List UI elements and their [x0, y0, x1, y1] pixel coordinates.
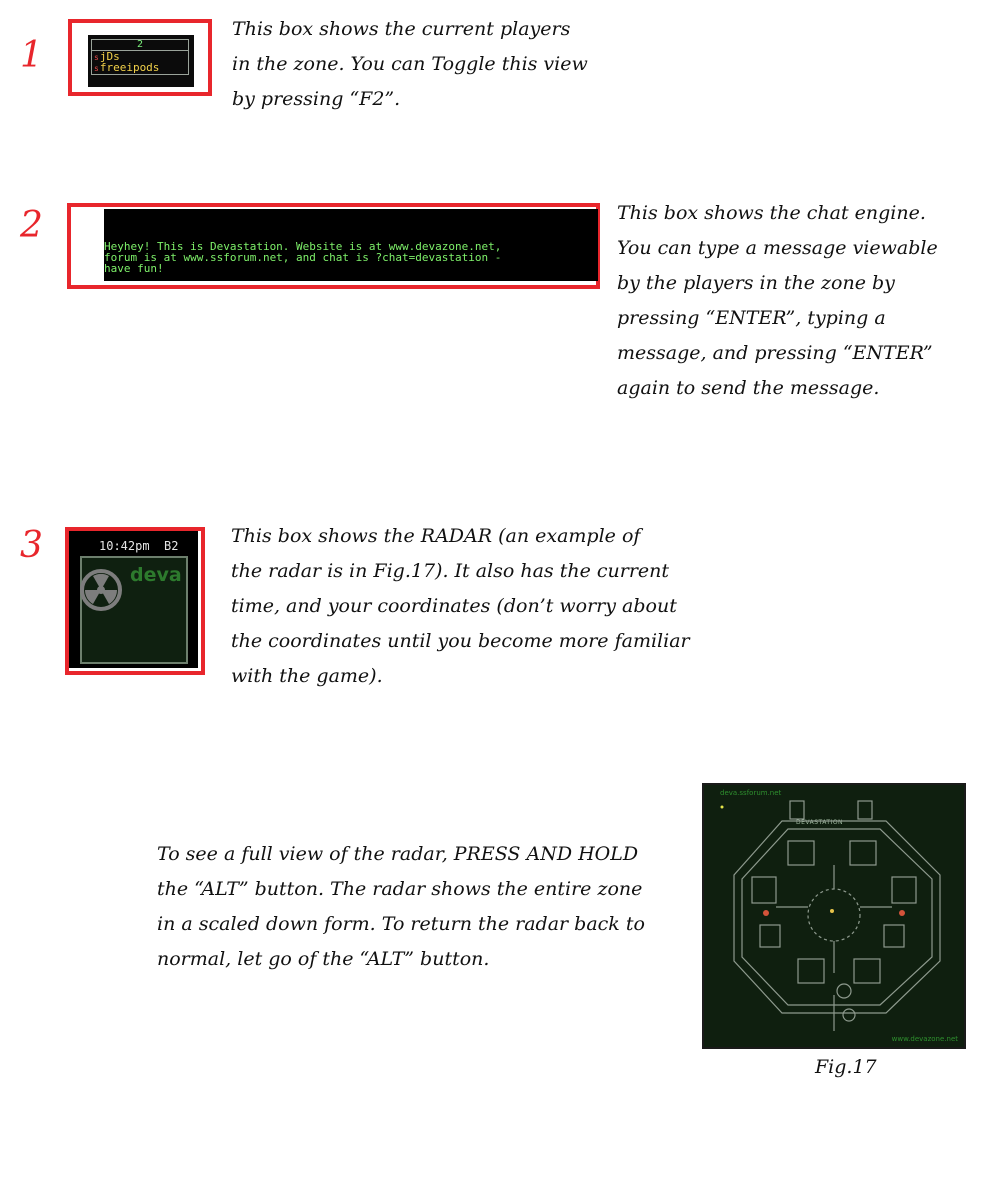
text-line: by the players in the zone by: [617, 272, 895, 294]
text-line: normal, let go of the “ALT” button.: [157, 948, 490, 970]
map-title: deva.ssforum.net: [720, 789, 782, 797]
text-line: To see a full view of the radar, PRESS AND HOLD: [157, 843, 639, 865]
text-line: This box shows the RADAR (an example of: [231, 525, 641, 547]
text-line: This box shows the current players: [232, 18, 571, 40]
player-name: jDs: [99, 50, 120, 63]
chat-panel: [104, 209, 598, 281]
player-name: freeipods: [99, 61, 160, 74]
step-number-2: 2: [20, 205, 43, 246]
text-line: by pressing “F2”.: [232, 88, 401, 110]
text-line: the radar is in Fig.17). It also has the current: [231, 560, 670, 582]
coordinates: B2: [164, 539, 179, 553]
text-line: in the zone. You can Toggle this view: [232, 53, 588, 75]
chat-message: Heyhey! This is Devastation. Website is at www.devazone.net, forum is at www.ssforum.net, and chat is ?chat=devastation - have fun!: [104, 240, 502, 275]
players-frame: [91, 39, 189, 75]
full-radar-map: [702, 783, 966, 1049]
map-zone-label: DEVASTATION: [796, 819, 844, 826]
players-panel: [88, 35, 194, 87]
text-line: message, and pressing “ENTER”: [617, 342, 933, 364]
map-layout-graphic: [704, 785, 964, 1047]
text-line: the “ALT” button. The radar shows the entire zone: [157, 878, 643, 900]
section3-text: [231, 519, 690, 694]
text-line: pressing “ENTER”, typing a: [617, 307, 886, 329]
step-number-1: 1: [20, 35, 43, 76]
map-footer-url: www.devazone.net: [891, 1035, 958, 1043]
radar-panel: [69, 531, 198, 668]
clock-time: 10:42pm: [99, 539, 150, 553]
text-line: in a scaled down form. To return the radar back to: [157, 913, 645, 935]
figure-caption: Fig.17: [815, 1056, 877, 1078]
radiation-icon: [79, 568, 123, 612]
section1-text: [232, 12, 588, 117]
text-line: time, and your coordinates (don’t worry about: [231, 595, 677, 617]
section4-text: [157, 837, 645, 977]
text-line: the coordinates until you become more familiar: [231, 630, 690, 652]
text-line: with the game).: [231, 665, 383, 687]
section2-text: [617, 196, 938, 406]
text-line: This box shows the chat engine.: [617, 202, 926, 224]
zone-name-text: deva: [130, 564, 182, 586]
radar-time-coords: [99, 540, 178, 552]
chat-highlight-box: [67, 203, 600, 289]
text-line: again to send the message.: [617, 377, 880, 399]
player-status-icon: s: [94, 53, 99, 62]
player-row: [94, 62, 159, 75]
players-highlight-box: [68, 19, 212, 96]
step-number-3: 3: [20, 525, 43, 566]
radar-highlight-box: [65, 527, 205, 675]
radar-screen: [80, 556, 188, 664]
player-count: 2: [92, 40, 188, 51]
text-line: You can type a message viewable: [617, 237, 938, 259]
player-status-icon: s: [94, 64, 99, 73]
